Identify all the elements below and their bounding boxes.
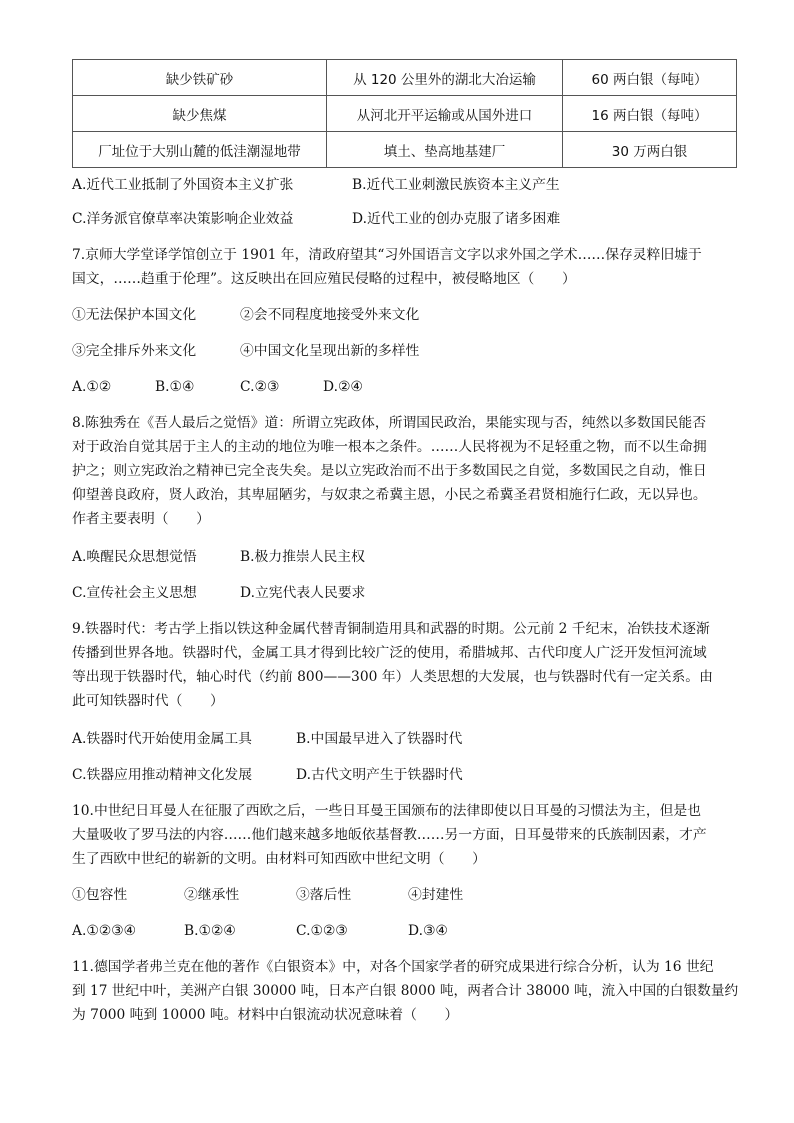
- q11-stem-line: 11.德国学者弗兰克在他的著作《白银资本》中，对各个国家学者的研究成果进行综合分析，认为 16 世纪: [72, 959, 714, 975]
- q8-stem-line: 仰望善良政府，贤人政治，其卑屈陋劣，与奴隶之希冀主恩，小民之希冀圣君贤相施行仁政，无以异也。: [72, 487, 707, 503]
- q9-stem-line: 此可知铁器时代（ ）: [72, 693, 224, 709]
- q7-stem-line: 国文，……趋重于伦理”。这反映出在回应殖民侵略的过程中，被侵略地区（ ）: [72, 271, 576, 287]
- q8-stem-line: 对于政治自觉其居于主人的主动的地位为唯一根本之条件。……人民将视为不足轻重之物，而不以生命拥: [72, 439, 707, 455]
- q11-stem-line: 到 17 世纪中叶，美洲产白银 30000 吨，日本产白银 8000 吨，两者合计 38000 吨，流入中国的白银数量约: [72, 983, 739, 999]
- q7-statement: ②会不同程度地接受外来文化: [240, 307, 420, 323]
- q10-statement: ④封建性: [408, 887, 464, 903]
- q6-option-a[interactable]: A.近代工业抵制了外国资本主义扩张: [72, 177, 294, 193]
- q9-stem-line: 9.铁器时代：考古学上指以铁这种金属代替青铜制造用具和武器的时期。公元前 2 千纪末，冶铁技术逐渐: [72, 621, 710, 637]
- q7-option-d[interactable]: D.②④: [323, 379, 363, 395]
- q8-option-a[interactable]: A.唤醒民众思想觉悟: [72, 549, 197, 565]
- q8-option-c[interactable]: C.宣传社会主义思想: [72, 585, 197, 601]
- q7-option-c[interactable]: C.②③: [240, 379, 280, 395]
- q8-stem-line: 8.陈独秀在《吾人最后之觉悟》道：所谓立宪政体，所谓国民政治，果能实现与否，纯然以多数国民能否: [72, 415, 707, 431]
- q6-option-c[interactable]: C.洋务派官僚草率决策影响企业效益: [72, 211, 294, 227]
- table-cell: 填土、垫高地基建厂: [327, 132, 563, 168]
- q9-stem-line: 传播到世界各地。铁器时代，金属工具才得到比较广泛的使用，希腊城邦、古代印度人广泛开发恒河流域: [72, 645, 707, 661]
- q9-option-d[interactable]: D.古代文明产生于铁器时代: [296, 767, 463, 783]
- table-cell: 60 两白银（每吨）: [563, 60, 737, 96]
- q10-statement: ③落后性: [296, 887, 352, 903]
- q11-stem-line: 为 7000 吨到 10000 吨。材料中白银流动状况意味着（ ）: [72, 1007, 459, 1023]
- q10-option-b[interactable]: B.①②④: [184, 923, 236, 939]
- q9-option-a[interactable]: A.铁器时代开始使用金属工具: [72, 731, 252, 747]
- q7-stem-line: 7.京师大学堂译学馆创立于 1901 年，清政府望其“习外国语言文字以求外国之学术……保存灵粹旧墟于: [72, 247, 702, 263]
- table-cell: 30 万两白银: [563, 132, 737, 168]
- q10-option-a[interactable]: A.①②③④: [72, 923, 136, 939]
- q9-option-c[interactable]: C.铁器应用推动精神文化发展: [72, 767, 253, 783]
- q10-stem-line: 生了西欧中世纪的崭新的文明。由材料可知西欧中世纪文明（ ）: [72, 851, 486, 867]
- q7-option-a[interactable]: A.①②: [72, 379, 112, 395]
- q8-option-d[interactable]: D.立宪代表人民要求: [240, 585, 366, 601]
- q6-option-b[interactable]: B.近代工业刺激民族资本主义产生: [352, 177, 560, 193]
- q9-option-b[interactable]: B.中国最早进入了铁器时代: [296, 731, 463, 747]
- table-row: [73, 96, 737, 132]
- q10-option-d[interactable]: D.③④: [408, 923, 448, 939]
- cost-table: [72, 59, 737, 168]
- q9-stem-line: 等出现于铁器时代，轴心时代（约前 800——300 年）人类思想的大发展，也与铁器时代有一定关系。由: [72, 669, 713, 685]
- q10-stem-line: 10.中世纪日耳曼人在征服了西欧之后，一些日耳曼王国颁布的法律即使以日耳曼的习惯法为主，但是也: [72, 803, 702, 819]
- q10-statement: ②继承性: [184, 887, 240, 903]
- table-cell: 缺少焦煤: [73, 96, 327, 132]
- table-cell: 缺少铁矿砂: [73, 60, 327, 96]
- table-cell: 16 两白银（每吨）: [563, 96, 737, 132]
- q7-statement: ④中国文化呈现出新的多样性: [240, 343, 420, 359]
- q7-statement: ③完全排斥外来文化: [72, 343, 197, 359]
- q7-statement: ①无法保护本国文化: [72, 307, 197, 323]
- q10-option-c[interactable]: C.①②③: [296, 923, 348, 939]
- q8-option-b[interactable]: B.极力推崇人民主权: [240, 549, 365, 565]
- table-cell: 从河北开平运输或从国外进口: [327, 96, 563, 132]
- q10-stem-line: 大量吸收了罗马法的内容……他们越来越多地皈依基督教……另一方面，日耳曼带来的氏族制因素，才产: [72, 827, 707, 843]
- q8-stem-line: 护之；则立宪政治之精神已完全丧失矣。是以立宪政治而不出于多数国民之自觉，多数国民之自动，惟日: [72, 463, 707, 479]
- q6-option-d[interactable]: D.近代工业的创办克服了诸多困难: [352, 211, 561, 227]
- table-row: [73, 132, 737, 168]
- table-row: [73, 60, 737, 96]
- table-cell: 从 120 公里外的湖北大冶运输: [327, 60, 563, 96]
- q7-option-b[interactable]: B.①④: [155, 379, 195, 395]
- q8-stem-line: 作者主要表明（ ）: [72, 511, 210, 527]
- q10-statement: ①包容性: [72, 887, 128, 903]
- table-cell: 厂址位于大别山麓的低洼潮湿地带: [73, 132, 327, 168]
